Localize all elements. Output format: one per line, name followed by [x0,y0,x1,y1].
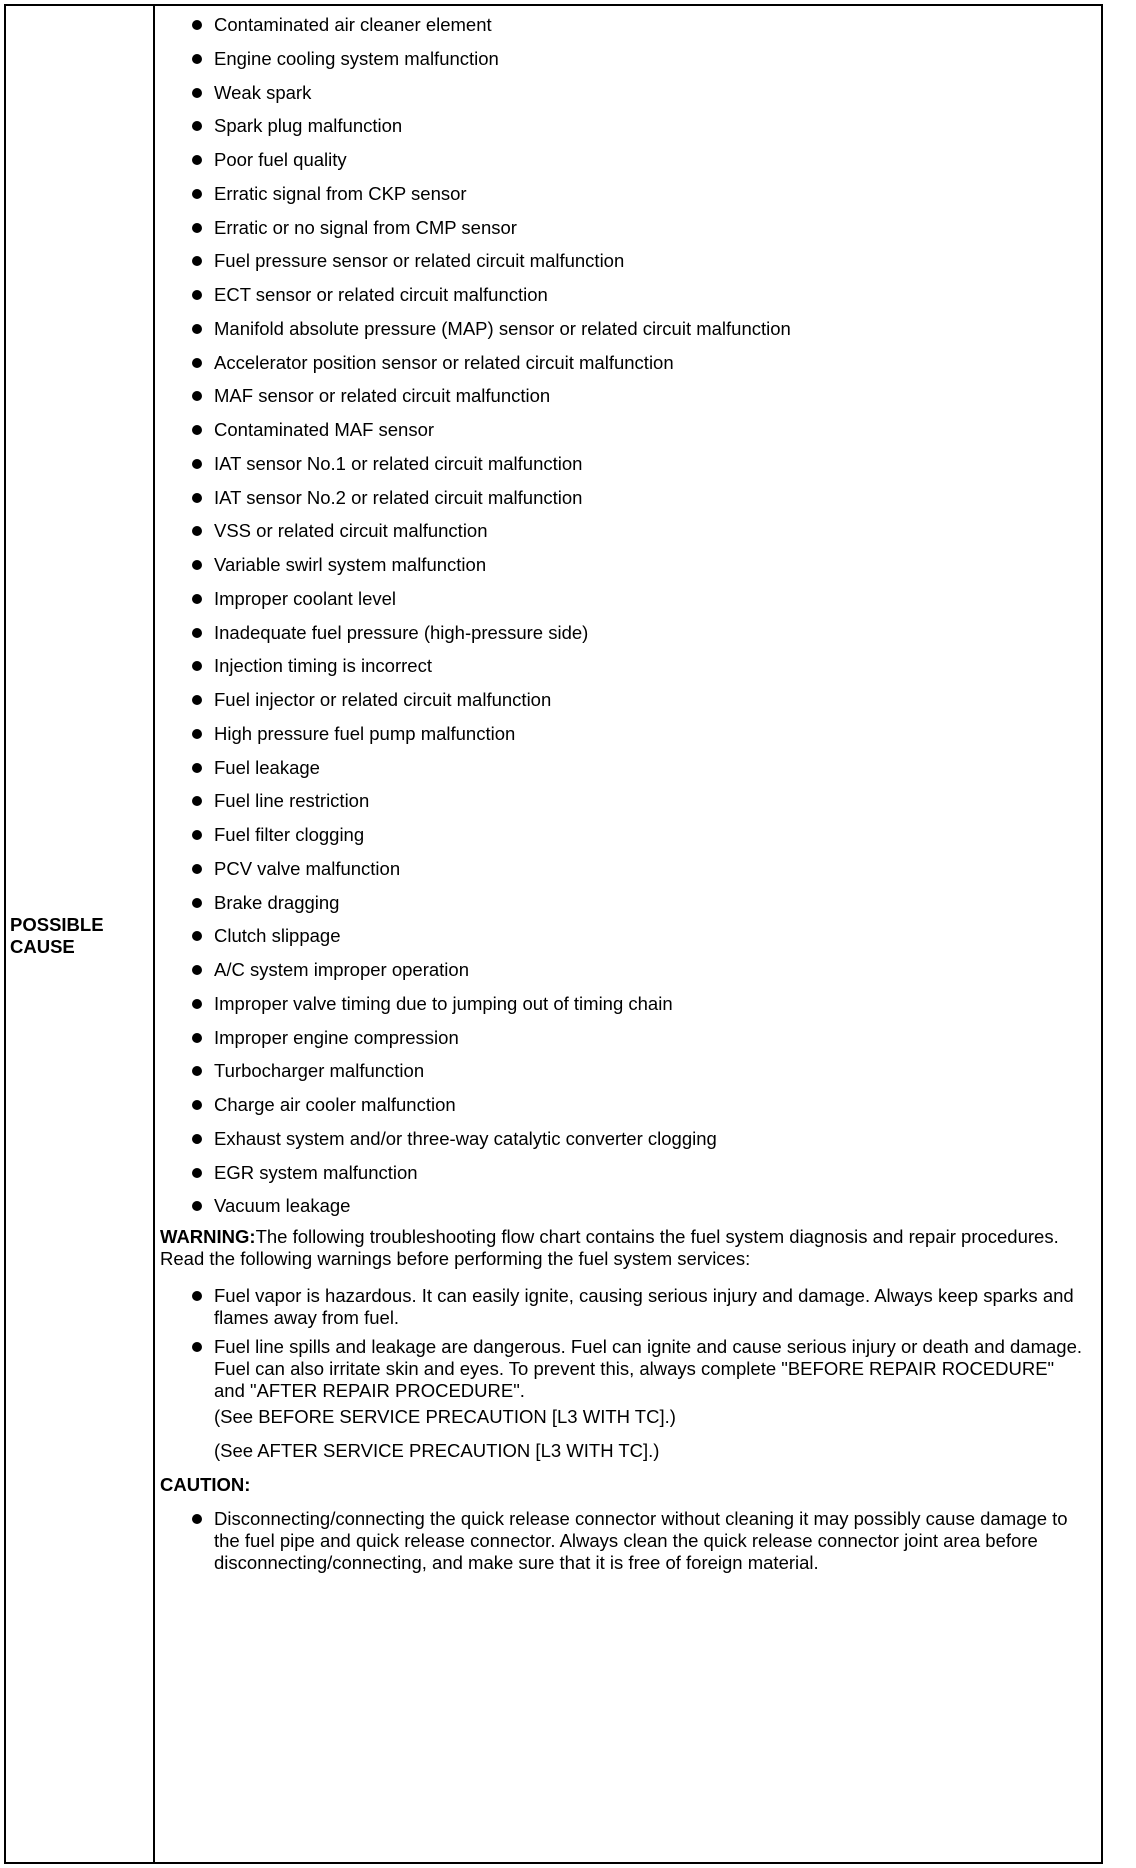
bullet-icon [192,628,202,638]
bullet-icon [192,391,202,401]
cause-item: A/C system improper operation [214,959,469,980]
bullet-icon [192,1033,202,1043]
cause-item: Contaminated MAF sensor [214,419,435,440]
bullet-icon [192,1201,202,1211]
bullet-icon [192,1134,202,1144]
bullet-icon [192,1291,202,1301]
cause-item: Erratic or no signal from CMP sensor [214,216,517,238]
bullet-icon [192,155,202,165]
reference-link-after[interactable]: (See AFTER SERVICE PRECAUTION [L3 WITH TC].) [214,1440,660,1461]
bullet-icon [192,1514,202,1524]
bullet-icon [192,425,202,435]
warning-label: WARNING: [160,1226,256,1247]
bullet-icon [192,898,202,908]
cause-item: Improper coolant level [214,587,397,609]
bullet-icon [192,931,202,941]
cause-item: Engine cooling system malfunction [214,47,499,69]
bullet-icon [192,864,202,874]
cause-item: Manifold absolute pressure (MAP) sensor or related circuit malfunction [214,317,791,339]
cause-item: Fuel injector or related circuit malfunction [214,689,552,710]
bullet-icon [192,1100,202,1110]
cause-item: Accelerator position sensor or related circuit malfunction [214,351,674,373]
bullet-icon [192,830,202,840]
cause-item: ECT sensor or related circuit malfunction [214,284,548,305]
bullet-icon [192,796,202,806]
bullet-icon [192,121,202,131]
cause-item: Injection timing is incorrect [214,655,432,677]
bullet-icon [192,223,202,233]
warning-text: The following troubleshooting flow chart contains the fuel system diagnosis and repair procedures. Read the following warnings before performing the fuel system services: [160,1226,1059,1269]
bullet-icon [192,661,202,671]
column-divider [153,6,155,1862]
cause-item: Inadequate fuel pressure (high-pressure side) [214,621,589,643]
bullet-icon [192,358,202,368]
cause-item: VSS or related circuit malfunction [214,520,488,542]
cause-item: EGR system malfunction [214,1161,418,1183]
bullet-icon [192,54,202,64]
possible-cause-table [4,4,1103,1864]
bullet-icon [192,290,202,300]
warning-paragraph [160,1226,1095,1270]
cause-item: Improper engine compression [214,1026,459,1048]
cause-item: Brake dragging [214,891,340,913]
bullet-icon [192,324,202,334]
bullet-icon [192,560,202,570]
cause-item: PCV valve malfunction [214,857,401,879]
bullet-icon [192,594,202,604]
bullet-icon [192,1066,202,1076]
cause-item: Erratic signal from CKP sensor [214,182,467,204]
cause-item: IAT sensor No.2 or related circuit malfunction [214,486,583,508]
bullet-icon [192,20,202,30]
bullet-icon [192,459,202,469]
bullet-icon [192,88,202,98]
bullet-icon [192,189,202,199]
cause-item: Clutch slippage [214,925,341,947]
cause-item: Variable swirl system malfunction [214,554,487,575]
bullet-icon [192,1168,202,1178]
cause-item: Improper valve timing due to jumping out of timing chain [214,992,673,1014]
bullet-icon [192,695,202,705]
warning-item: Fuel line spills and leakage are dangerous. Fuel can ignite and cause serious injury or death and damage. Fuel can also irritate skin and eyes. To prevent this, always complete "BEFORE REPAIR ROCEDURE" and "AFTER REPAIR PROCEDURE". [214,1336,1082,1401]
cause-item: Charge air cooler malfunction [214,1094,456,1115]
bullet-icon [192,526,202,536]
reference-link-before[interactable]: (See BEFORE SERVICE PRECAUTION [L3 WITH TC].) [214,1406,676,1427]
bullet-icon [192,999,202,1009]
warning-item: Fuel vapor is hazardous. It can easily ignite, causing serious injury and damage. Always keep sparks and flames away from fuel. [214,1285,1074,1328]
cause-item: Fuel pressure sensor or related circuit malfunction [214,250,625,272]
cause-item: Vacuum leakage [214,1195,351,1217]
cause-item: Fuel filter clogging [214,824,365,845]
caution-label: CAUTION: [160,1474,251,1495]
cause-item: High pressure fuel pump malfunction [214,722,516,744]
cause-item: Contaminated air cleaner element [214,14,492,35]
cause-item: IAT sensor No.1 or related circuit malfunction [214,452,583,474]
caution-item: Disconnecting/connecting the quick release connector without cleaning it may possibly cause damage to the fuel pipe and quick release connector. Always clean the quick release connector joint area before disconnecting/connecting, and make sure that it is free of foreign material. [214,1508,1068,1573]
cause-item: MAF sensor or related circuit malfunction [214,385,551,407]
cause-item: Fuel line restriction [214,790,370,812]
bullet-icon [192,493,202,503]
bullet-icon [192,256,202,266]
bullet-icon [192,1342,202,1352]
cause-item: Poor fuel quality [214,149,347,170]
cause-item: Turbocharger malfunction [214,1060,425,1082]
bullet-icon [192,965,202,975]
cause-item: Weak spark [214,81,312,103]
cause-item: Exhaust system and/or three-way catalytic converter clogging [214,1127,717,1149]
cause-item: Spark plug malfunction [214,115,403,137]
cause-item: Fuel leakage [214,756,320,778]
row-label: POSSIBLE CAUSE [10,914,104,957]
bullet-icon [192,729,202,739]
bullet-icon [192,763,202,773]
